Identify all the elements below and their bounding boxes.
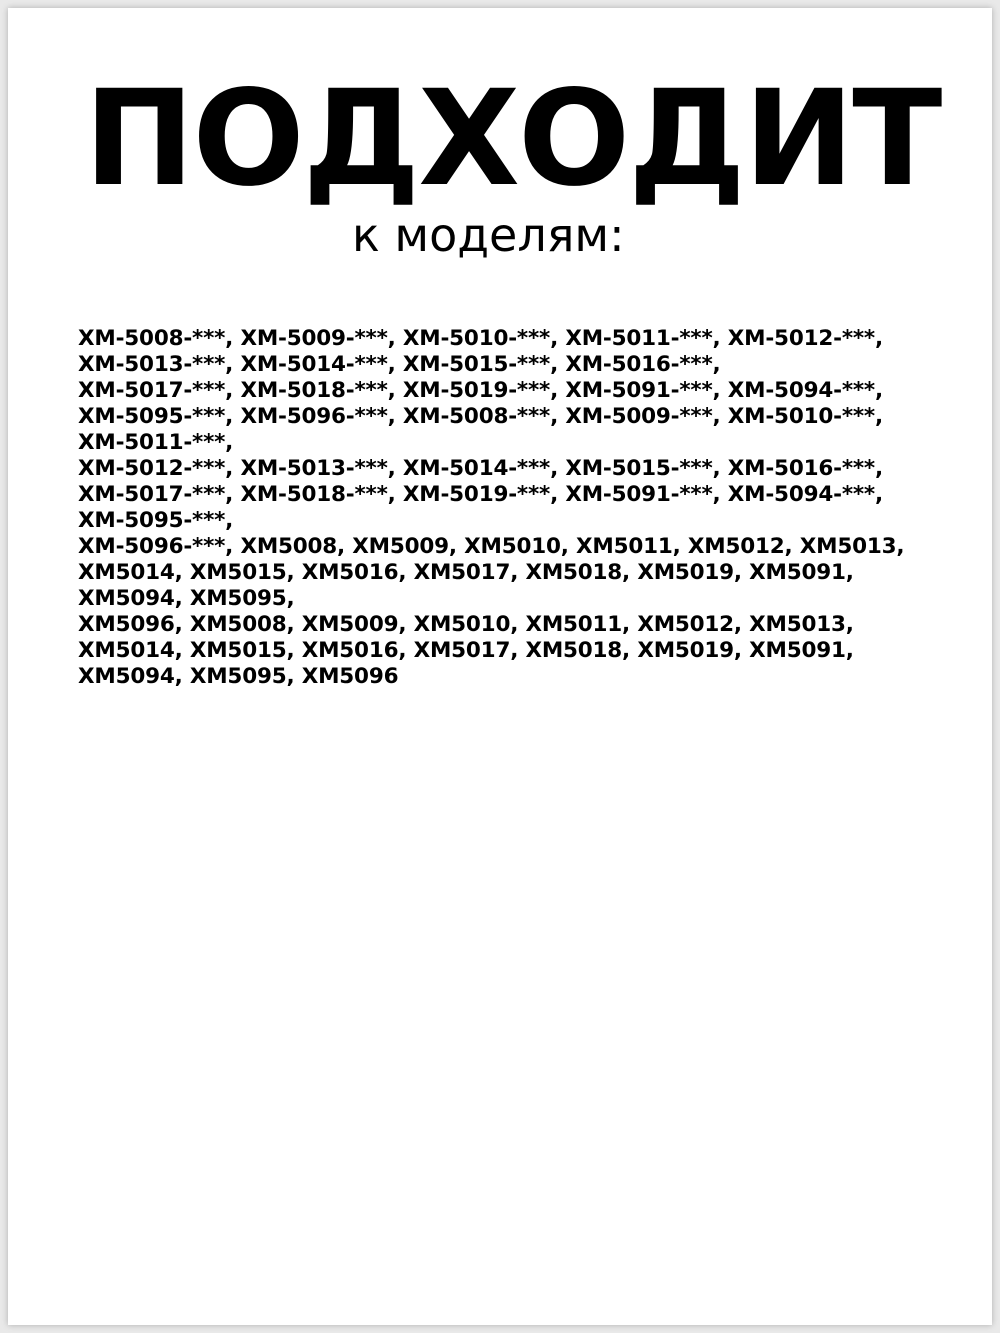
page-title: ПОДХОДИТ [84, 62, 941, 216]
model-list-line: XM5014, XM5015, XM5016, XM5017, XM5018, XM5019, XM5091, [78, 560, 854, 585]
model-list-line: XM-5008-***, XM-5009-***, XM-5010-***, XM-5011-***, XM-5012-***, [78, 326, 883, 351]
model-list-line: XM5014, XM5015, XM5016, XM5017, XM5018, XM5019, XM5091, [78, 638, 854, 663]
model-list-line: XM5094, XM5095, XM5096 [78, 664, 399, 689]
model-list-line: XM-5095-***, XM-5096-***, XM-5008-***, XM-5009-***, XM-5010-***, [78, 404, 883, 429]
model-list-line: XM5096, XM5008, XM5009, XM5010, XM5011, XM5012, XM5013, [78, 612, 854, 637]
page-subtitle: к моделям: [352, 208, 625, 262]
model-list-line: XM-5013-***, XM-5014-***, XM-5015-***, XM-5016-***, [78, 352, 721, 377]
model-list-line: XM-5012-***, XM-5013-***, XM-5014-***, XM-5015-***, XM-5016-***, [78, 456, 883, 481]
model-list-line: XM-5017-***, XM-5018-***, XM-5019-***, XM-5091-***, XM-5094-***, [78, 378, 883, 403]
model-list-line: XM5094, XM5095, [78, 586, 295, 611]
model-list-line: XM-5017-***, XM-5018-***, XM-5019-***, XM-5091-***, XM-5094-***, [78, 482, 883, 507]
model-list-line: XM-5011-***, [78, 430, 234, 455]
document-page [8, 8, 992, 1325]
model-list-line: XM-5096-***, XM5008, XM5009, XM5010, XM5011, XM5012, XM5013, [78, 534, 905, 559]
model-list [78, 326, 958, 690]
model-list-line: XM-5095-***, [78, 508, 234, 533]
